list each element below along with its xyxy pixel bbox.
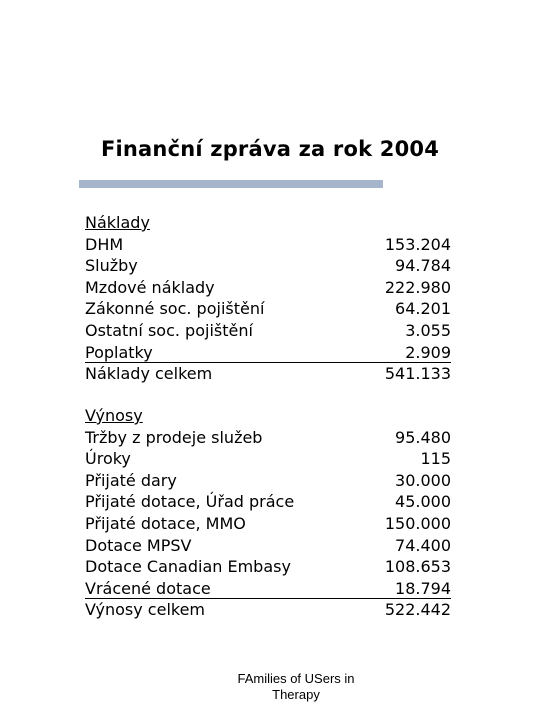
- income-label: Dotace MPSV: [85, 535, 192, 555]
- income-label: Přijaté dotace, MMO: [85, 513, 246, 533]
- expense-label: Služby: [85, 256, 138, 276]
- expenses-heading-row: [85, 212, 451, 234]
- income-label: Tržby z prodeje služeb: [85, 427, 263, 447]
- expenses-total-label: Náklady celkem: [85, 364, 213, 384]
- income-row: [85, 470, 451, 492]
- expense-value: 153.204: [384, 234, 451, 254]
- income-label: Dotace Canadian Embasy: [85, 557, 291, 577]
- expense-value: 64.201: [395, 299, 451, 319]
- title-underline-bar: [79, 180, 383, 188]
- expense-label: Zákonné soc. pojištění: [85, 299, 265, 319]
- income-value: 18.794: [395, 578, 451, 598]
- income-total-label: Výnosy celkem: [85, 600, 206, 620]
- income-value: 150.000: [384, 513, 451, 533]
- income-section: [85, 405, 451, 621]
- expense-row: [85, 298, 451, 320]
- footer-line-2: Therapy: [272, 687, 320, 702]
- income-label: Přijaté dotace, Úřad práce: [85, 492, 295, 512]
- expense-label: Poplatky: [85, 342, 153, 362]
- expense-row-last: [85, 342, 451, 364]
- income-label: Přijaté dary: [85, 470, 177, 490]
- income-value: 74.400: [395, 535, 451, 555]
- expense-label: Mzdové náklady: [85, 277, 215, 297]
- slide-title: Finanční zpráva za rok 2004: [100, 137, 440, 161]
- income-row: [85, 556, 451, 578]
- expense-row: [85, 255, 451, 277]
- income-row: [85, 427, 451, 449]
- income-row: [85, 513, 451, 535]
- income-total-value: 522.442: [384, 600, 451, 620]
- income-row: [85, 448, 451, 470]
- expense-value: 3.055: [405, 320, 451, 340]
- expense-label: DHM: [85, 234, 124, 254]
- income-value: 108.653: [384, 557, 451, 577]
- expense-value: 222.980: [384, 277, 451, 297]
- expense-row: [85, 277, 451, 299]
- footer-line-1: FAmilies of USers in: [237, 671, 355, 686]
- slide-footer: [211, 671, 381, 703]
- income-row: [85, 491, 451, 513]
- income-total-row: [85, 599, 451, 621]
- expense-row: [85, 234, 451, 256]
- income-row-last: [85, 578, 451, 600]
- income-label: Úroky: [85, 449, 131, 469]
- expense-value: 94.784: [395, 256, 451, 276]
- expenses-total-row: [85, 363, 451, 385]
- income-heading-row: [85, 405, 451, 427]
- expenses-section: [85, 212, 451, 385]
- income-value: 95.480: [395, 427, 451, 447]
- expense-label: Ostatní soc. pojištění: [85, 320, 253, 340]
- income-row: [85, 535, 451, 557]
- income-value: 115: [420, 449, 451, 469]
- income-label: Vrácené dotace: [85, 578, 211, 598]
- expense-row: [85, 320, 451, 342]
- income-value: 45.000: [395, 492, 451, 512]
- income-value: 30.000: [395, 470, 451, 490]
- expenses-total-value: 541.133: [384, 364, 451, 384]
- income-heading: Výnosy: [85, 406, 143, 425]
- expenses-heading: Náklady: [85, 213, 150, 232]
- expense-value: 2.909: [405, 342, 451, 362]
